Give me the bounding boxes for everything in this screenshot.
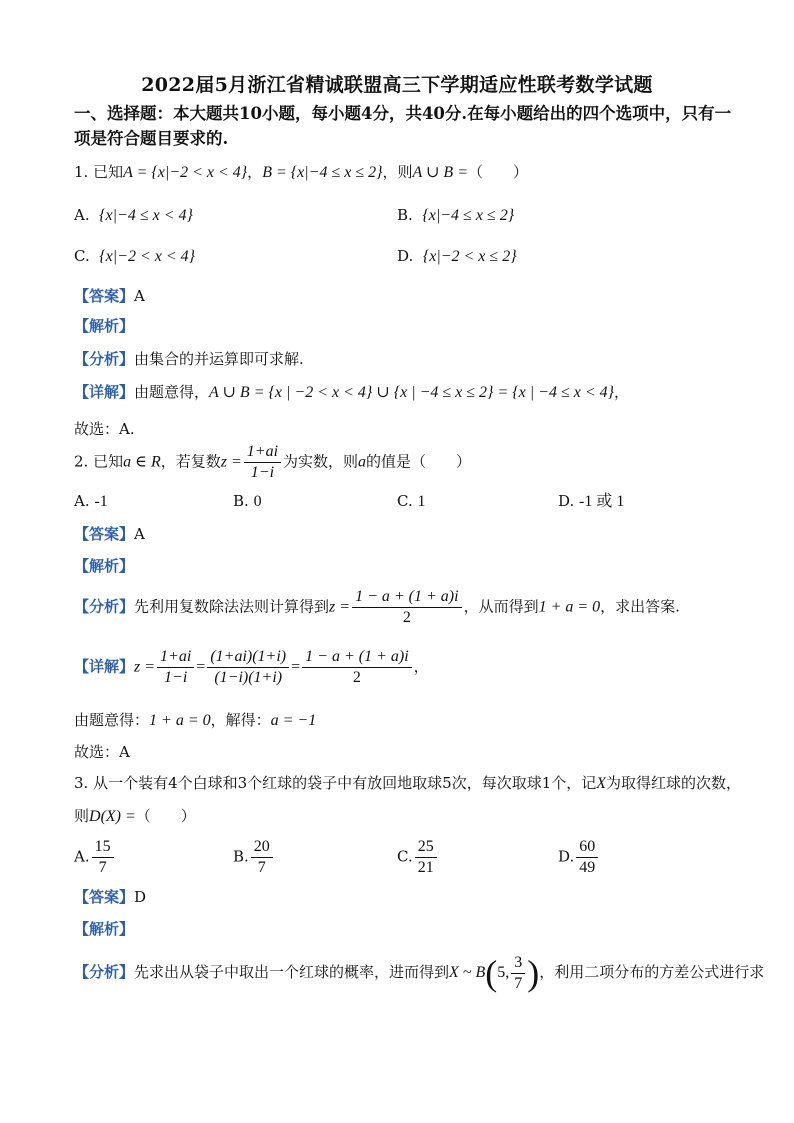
q3-analysis-label: 【解析】 [74, 920, 135, 938]
q2-option-c: C. 1 [397, 492, 426, 510]
q2-xiangjie: 【详解】z = $\frac{1+ai}{1-i}$ = $\frac{(1+ai)(1+i)}{(1-i)(1+i)}$ = $\frac{1 - a + (1 + a)i}{2}$ ， [74, 648, 429, 686]
q2-fraction: $\frac{1+ai}{1-i}$ [244, 443, 281, 482]
q2-analysis-label: 【解析】 [74, 557, 135, 575]
q1-analysis-label: 【解析】 [74, 317, 135, 335]
section-heading-line2: 项是符合题目要求的. [74, 129, 229, 148]
q1-option-a: A. {x|−4 ≤ x < 4} [74, 206, 193, 224]
q1-xiangjie: 【详解】由题意得，A ∪ B = {x | −2 < x < 4} ∪ {x | −4 ≤ x ≤ 2} = {x | −4 ≤ x < 4}， [74, 383, 630, 401]
q3-option-d: D. $\frac{60}{49}$ [558, 838, 600, 877]
q1-answer: 【答案】A [74, 287, 145, 305]
q3-stem-line2: 则D(X) =（ ） [74, 807, 196, 825]
q3-fenxi: 【分析】先求出从袋子中取出一个红球的概率，进而得到X ~ B(5, $\frac{3}{7}$ )，利用二项分布的方差公式进行求 [74, 953, 765, 993]
q2-fenxi: 【分析】先利用复数除法法则计算得到z = $\frac{1 - a + (1 + a)i}{2}$ ，从而得到1 + a = 0，求出答案. [74, 588, 680, 626]
page-title: 2022届5月浙江省精诚联盟高三下学期适应性联考数学试题 [141, 74, 653, 96]
q2-option-b: B. 0 [233, 492, 262, 510]
q1-set-a: A = {x|−2 < x < 4} [123, 164, 248, 181]
q3-stem-line1: 3. 从一个装有4个白球和3个红球的袋子中有放回地取球5次，每次取球1个，记X为取得红球的次数， [74, 774, 742, 792]
q1-option-b: B. {x|−4 ≤ x ≤ 2} [397, 206, 515, 224]
q3-answer: 【答案】D [74, 888, 147, 906]
answer-blank: （ ） [468, 163, 529, 181]
q2-answer: 【答案】A [74, 525, 145, 543]
q1-option-d: D. {x|−2 < x ≤ 2} [397, 247, 517, 265]
q1-set-b: B = {x|−4 ≤ x ≤ 2} [262, 164, 383, 181]
q3-option-c: C. $\frac{25}{21}$ [397, 838, 439, 877]
section-heading-line1: 一、选择题：本大题共10小题，每小题4分，共40分.在每小题给出的四个选项中，只有一 [74, 104, 732, 123]
q3-option-b: B. $\frac{20}{7}$ [233, 838, 275, 877]
q2-option-d: D. -1 或 1 [558, 492, 625, 510]
q2-option-a: A. -1 [74, 492, 108, 510]
q2-stem: 2. 已知a ∈ R，若复数z = $\frac{1+ai}{1-i}$ 为实数，则a的值是（ ） [74, 443, 472, 481]
q1-choice: 故选：A. [74, 420, 135, 438]
q2-solve-line: 由题意得：1 + a = 0，解得：a = −1 [74, 711, 317, 729]
q1-option-c: C. {x|−2 < x < 4} [74, 247, 196, 265]
q3-option-a: A. $\frac{15}{7}$ [74, 838, 116, 877]
q1-expression: A ∪ B = [412, 164, 468, 181]
q1-stem: 1. 已知A = {x|−2 < x < 4}，B = {x|−4 ≤ x ≤ 2}，则A ∪ B =（ ） [74, 163, 529, 181]
q1-fenxi: 【分析】由集合的并运算即可求解. [74, 350, 304, 368]
q2-choice: 故选：A [74, 743, 130, 761]
